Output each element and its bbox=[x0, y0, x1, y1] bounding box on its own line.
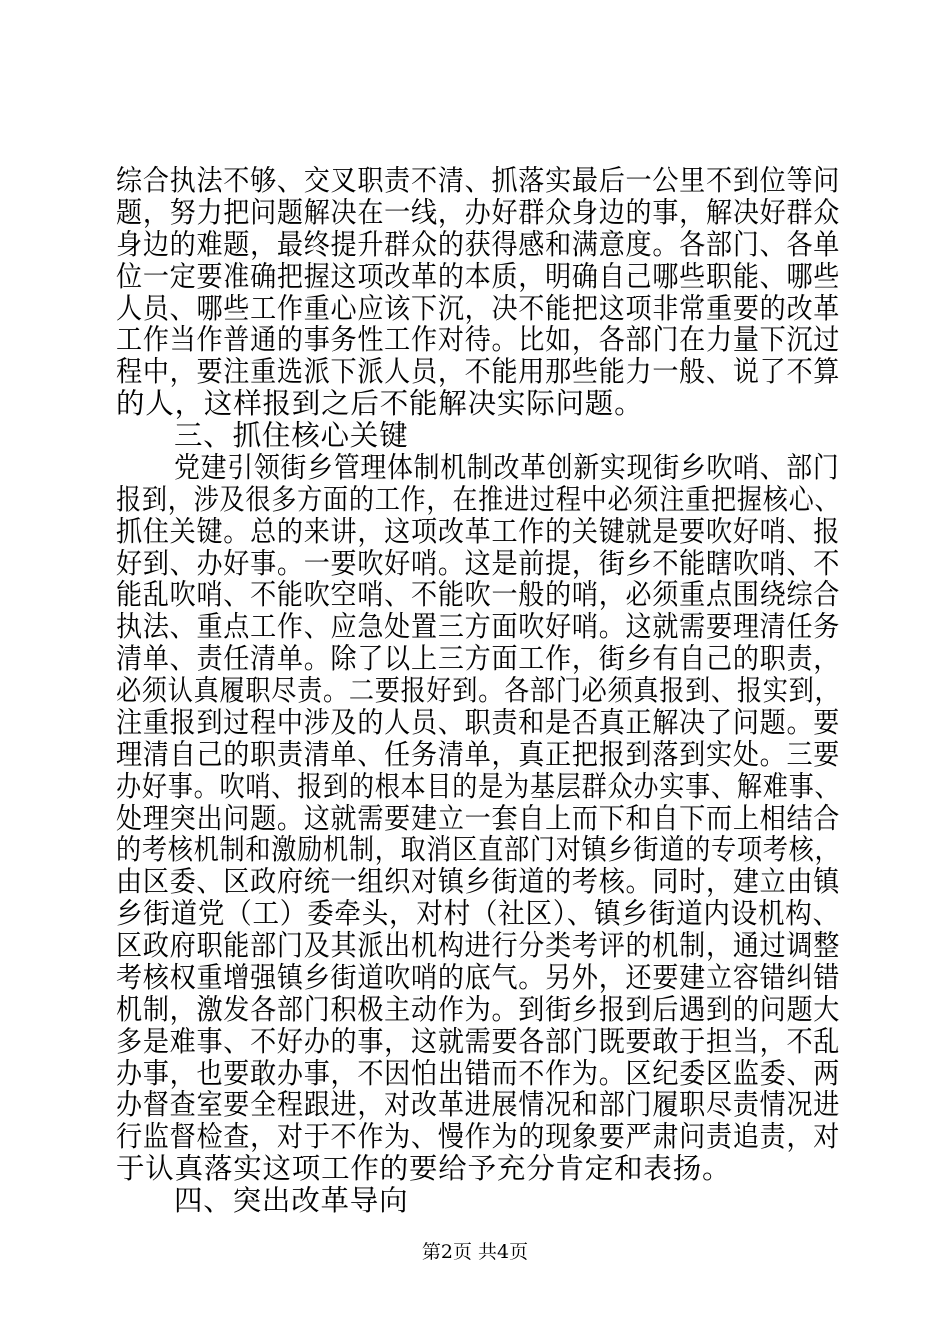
page-footer: 第2页 共4页 bbox=[421, 1241, 529, 1263]
text-line: 办事，也要敢办事，不因怕出错而不作为。区纪委区监委、两 bbox=[116, 1057, 841, 1090]
text-line: 的人，这样报到之后不能解决实际问题。 bbox=[116, 387, 644, 420]
text-line: 位一定要准确把握这项改革的本质，明确自己哪些职能、哪些 bbox=[116, 260, 841, 293]
text-line: 理清自己的职责清单、任务清单，真正把报到落到实处。三要 bbox=[116, 738, 841, 771]
text-line: 报到，涉及很多方面的工作，在推进过程中必须注重把握核心、 bbox=[116, 483, 841, 516]
text-line: 多是难事、不好办的事，这就需要各部门既要敢于担当，不乱 bbox=[116, 1025, 841, 1058]
text-line: 党建引领街乡管理体制机制改革创新实现街乡吹哨、部门 bbox=[174, 451, 840, 484]
text-line: 程中，要注重选派下派人员，不能用那些能力一般、说了不算 bbox=[116, 355, 841, 388]
text-line: 题，努力把问题解决在一线，办好群众身边的事，解决好群众 bbox=[116, 196, 841, 229]
text-line: 执法、重点工作、应急处置三方面吹好哨。这就需要理清任务 bbox=[116, 610, 841, 643]
text-line: 乡街道党（工）委牵头，对村（社区）、镇乡街道内设机构、 bbox=[116, 897, 840, 930]
text-line: 办督查室要全程跟进，对改革进展情况和部门履职尽责情况进 bbox=[116, 1088, 841, 1121]
text-line: 行监督检查，对于不作为、慢作为的现象要严肃问责追责，对 bbox=[116, 1120, 841, 1153]
text-line: 区政府职能部门及其派出机构进行分类考评的机制，通过调整 bbox=[116, 929, 841, 962]
text-line: 于认真落实这项工作的要给予充分肯定和表扬。 bbox=[116, 1152, 732, 1185]
text-line: 处理突出问题。这就需要建立一套自上而下和自下而上相结合 bbox=[116, 802, 841, 835]
text-line: 综合执法不够、交叉职责不清、抓落实最后一公里不到位等问 bbox=[116, 164, 841, 197]
text-line: 清单、责任清单。除了以上三方面工作，街乡有自己的职责， bbox=[116, 642, 841, 675]
text-line: 能乱吹哨、不能吹空哨、不能吹一般的哨，必须重点围绕综合 bbox=[116, 578, 841, 611]
text-line: 由区委、区政府统一组织对镇乡街道的考核。同时，建立由镇 bbox=[116, 865, 841, 898]
text-line: 抓住关键。总的来讲，这项改革工作的关键就是要吹好哨、报 bbox=[116, 515, 841, 548]
text-line: 机制，激发各部门积极主动作为。到街乡报到后遇到的问题大 bbox=[116, 993, 841, 1026]
text-line: 办好事。吹哨、报到的根本目的是为基层群众办实事、解难事、 bbox=[116, 770, 841, 803]
text-line: 的考核机制和激励机制，取消区直部门对镇乡街道的专项考核， bbox=[116, 833, 841, 866]
text-line: 考核权重增强镇乡街道吹哨的底气。另外，还要建立容错纠错 bbox=[116, 961, 841, 994]
text-line: 注重报到过程中涉及的人员、职责和是否真正解决了问题。要 bbox=[116, 706, 841, 739]
section-heading: 四、突出改革导向 bbox=[174, 1184, 409, 1217]
section-heading: 三、抓住核心关键 bbox=[174, 419, 409, 452]
text-line: 必须认真履职尽责。二要报好到。各部门必须真报到、报实到， bbox=[116, 674, 841, 707]
text-line: 人员、哪些工作重心应该下沉，决不能把这项非常重要的改革 bbox=[116, 292, 841, 325]
text-line: 好到、办好事。一要吹好哨。这是前提，街乡不能瞎吹哨、不 bbox=[116, 547, 841, 580]
text-line: 身边的难题，最终提升群众的获得感和满意度。各部门、各单 bbox=[116, 228, 841, 261]
text-line: 工作当作普通的事务性工作对待。比如，各部门在力量下沉过 bbox=[116, 323, 841, 356]
